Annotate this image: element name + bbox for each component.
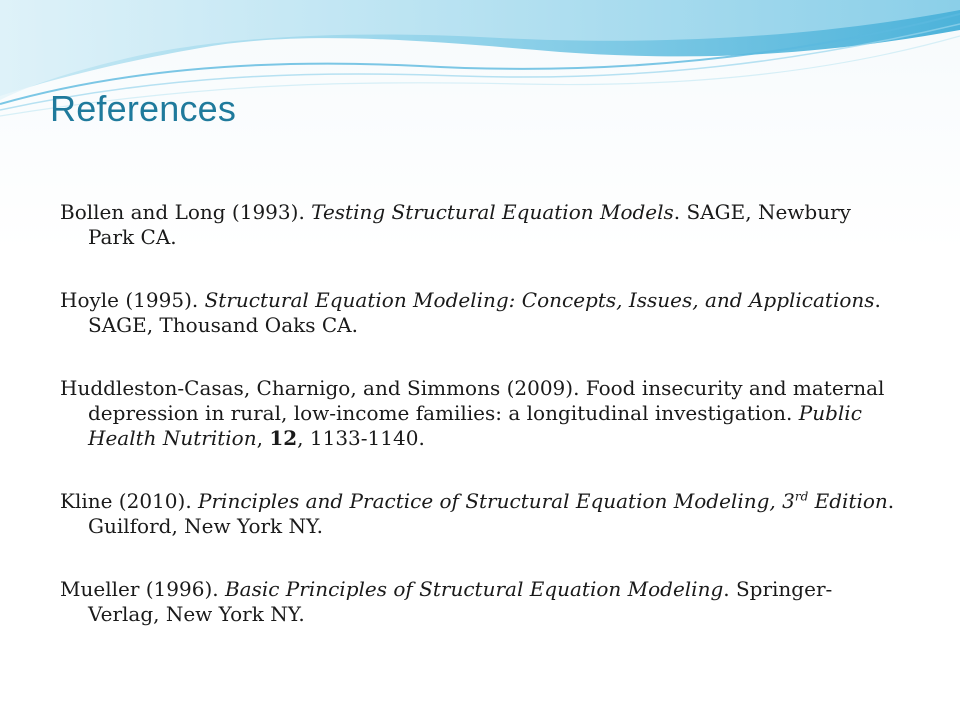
reference-title: Testing Structural Equation Models bbox=[311, 200, 674, 224]
reference-title-edition: Edition bbox=[808, 489, 888, 513]
reference-title: Basic Principles of Structural Equation Modeling bbox=[224, 577, 724, 601]
reference-publisher: . Springer-Verlag, New York NY. bbox=[88, 577, 833, 626]
reference-separator: , bbox=[256, 426, 270, 450]
reference-authors-year: Bollen and Long (1993). bbox=[60, 200, 312, 224]
reference-item bbox=[60, 376, 900, 451]
reference-item bbox=[60, 288, 900, 338]
reference-publisher: . SAGE, Newbury Park CA. bbox=[88, 200, 851, 249]
reference-authors-year: Mueller (1996). bbox=[60, 577, 225, 601]
reference-publisher: . Guilford, New York NY. bbox=[88, 489, 895, 538]
reference-authors-year: Hoyle (1995). bbox=[60, 288, 205, 312]
reference-item bbox=[60, 200, 900, 250]
reference-authors-year: Kline (2010). bbox=[60, 489, 199, 513]
reference-item bbox=[60, 577, 900, 627]
reference-item bbox=[60, 489, 900, 539]
reference-journal: Public Health Nutrition bbox=[88, 401, 862, 450]
reference-publisher: . SAGE, Thousand Oaks CA. bbox=[88, 288, 881, 337]
page-title: References bbox=[50, 88, 237, 129]
reference-title: Principles and Practice of Structural Equation Modeling, 3 bbox=[198, 489, 795, 513]
reference-list bbox=[60, 200, 900, 665]
reference-volume: 12 bbox=[269, 426, 298, 450]
reference-title: Structural Equation Modeling: Concepts, Issues, and Applications bbox=[204, 288, 875, 312]
reference-superscript: rd bbox=[794, 489, 809, 504]
reference-authors-year: Huddleston-Casas, Charnigo, and Simmons (2009). Food insecurity and maternal depression in rural, low-income families: a longitudinal investigation. bbox=[60, 376, 885, 425]
reference-pages: , 1133-1140. bbox=[297, 426, 425, 450]
